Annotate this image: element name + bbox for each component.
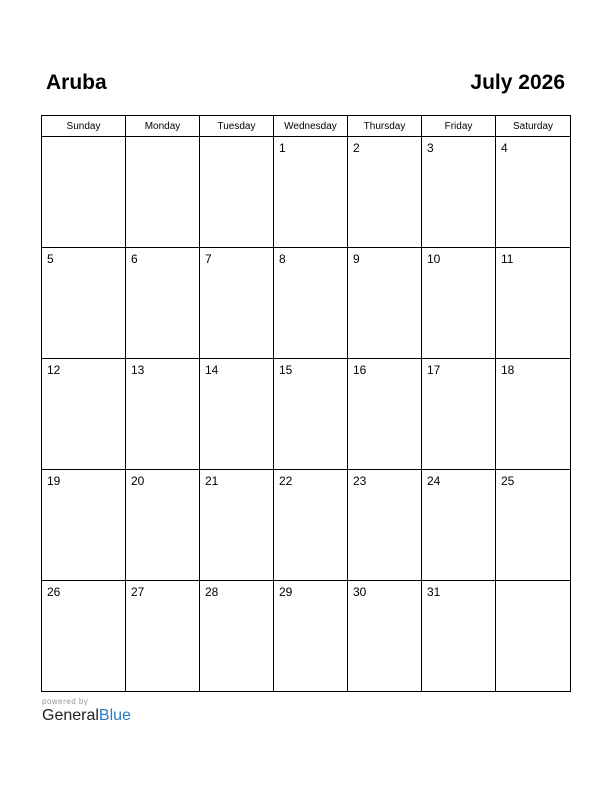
day-number: 7 <box>205 252 212 266</box>
day-number: 4 <box>501 141 508 155</box>
day-cell <box>422 248 496 359</box>
day-cell <box>126 137 200 248</box>
day-cell <box>496 248 571 359</box>
day-number: 30 <box>353 585 367 599</box>
day-cell <box>200 581 274 692</box>
day-cell <box>274 581 348 692</box>
day-number: 9 <box>353 252 360 266</box>
day-number: 16 <box>353 363 367 377</box>
calendar-grid <box>41 115 571 692</box>
day-number: 15 <box>279 363 293 377</box>
footer-branding <box>42 697 131 725</box>
day-cell <box>200 470 274 581</box>
day-cell <box>496 137 571 248</box>
country-title: Aruba <box>46 71 107 94</box>
day-cell <box>348 581 422 692</box>
day-number: 29 <box>279 585 293 599</box>
day-number: 10 <box>427 252 441 266</box>
day-number <box>200 137 273 141</box>
day-number <box>42 137 125 141</box>
day-cell <box>42 359 126 470</box>
day-number: 8 <box>279 252 286 266</box>
week-row-3 <box>42 359 571 470</box>
day-number <box>126 137 199 141</box>
day-cell <box>126 581 200 692</box>
day-number: 26 <box>47 585 61 599</box>
day-cell <box>348 359 422 470</box>
weekday-header-monday: Monday <box>126 116 200 137</box>
weekday-header-row <box>42 116 571 137</box>
day-cell <box>348 137 422 248</box>
day-cell <box>422 359 496 470</box>
day-number: 6 <box>131 252 138 266</box>
day-cell <box>42 470 126 581</box>
day-cell <box>496 581 571 692</box>
day-cell <box>126 248 200 359</box>
week-row-5 <box>42 581 571 692</box>
weekday-header-thursday: Thursday <box>348 116 422 137</box>
day-number: 1 <box>279 141 286 155</box>
day-cell <box>496 470 571 581</box>
day-number: 12 <box>47 363 61 377</box>
day-cell <box>200 248 274 359</box>
day-number: 2 <box>353 141 360 155</box>
day-number: 24 <box>427 474 441 488</box>
day-cell <box>42 248 126 359</box>
day-cell <box>496 359 571 470</box>
day-cell <box>274 248 348 359</box>
day-cell <box>422 470 496 581</box>
day-cell <box>348 470 422 581</box>
day-cell <box>348 248 422 359</box>
weekday-header-saturday: Saturday <box>496 116 571 137</box>
day-number: 20 <box>131 474 145 488</box>
day-cell <box>200 359 274 470</box>
generalblue-logo[interactable] <box>42 707 131 725</box>
weekday-header-sunday: Sunday <box>42 116 126 137</box>
day-number: 27 <box>131 585 145 599</box>
day-number: 18 <box>501 363 515 377</box>
brand-blue-text: Blue <box>98 707 131 724</box>
brand-general-text: General <box>42 707 99 724</box>
day-number: 21 <box>205 474 219 488</box>
powered-by-text: powered by <box>42 697 89 706</box>
day-cell <box>274 137 348 248</box>
weekday-header-tuesday: Tuesday <box>200 116 274 137</box>
day-number: 25 <box>501 474 515 488</box>
day-number: 17 <box>427 363 441 377</box>
day-number: 23 <box>353 474 367 488</box>
day-cell <box>422 137 496 248</box>
week-row-2 <box>42 248 571 359</box>
day-cell <box>422 581 496 692</box>
weekday-header-friday: Friday <box>422 116 496 137</box>
weekday-header-wednesday: Wednesday <box>274 116 348 137</box>
day-cell <box>42 137 126 248</box>
day-number: 5 <box>47 252 54 266</box>
day-number: 22 <box>279 474 293 488</box>
week-row-1 <box>42 137 571 248</box>
day-number <box>496 581 570 585</box>
day-cell <box>200 137 274 248</box>
day-number: 13 <box>131 363 145 377</box>
day-number: 28 <box>205 585 219 599</box>
day-cell <box>126 359 200 470</box>
day-cell <box>274 470 348 581</box>
day-cell <box>42 581 126 692</box>
day-number: 11 <box>501 252 514 266</box>
day-number: 3 <box>427 141 434 155</box>
day-cell <box>126 470 200 581</box>
month-year-title: July 2026 <box>470 71 565 94</box>
day-cell <box>274 359 348 470</box>
day-number: 31 <box>427 585 441 599</box>
day-number: 19 <box>47 474 61 488</box>
day-number: 14 <box>205 363 219 377</box>
week-row-4 <box>42 470 571 581</box>
